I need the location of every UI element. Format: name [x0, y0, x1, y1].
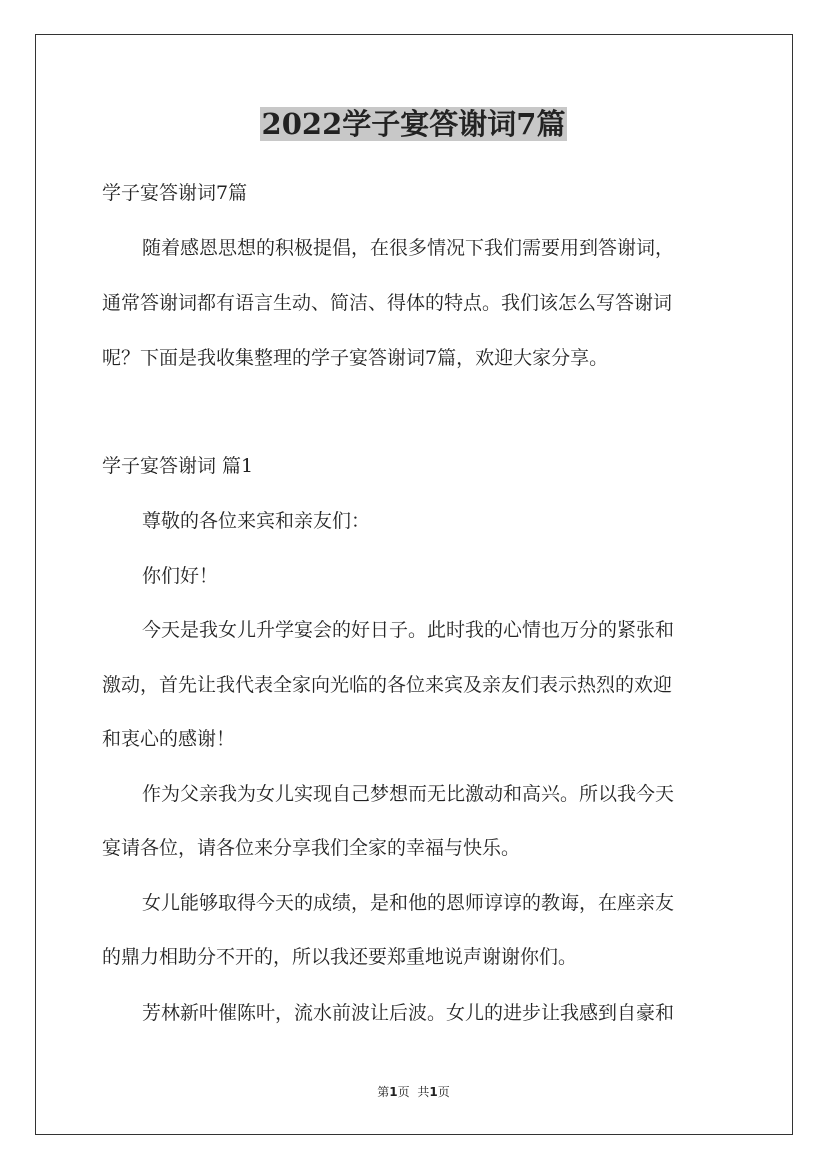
greeting: 你们好！	[142, 565, 219, 587]
intro-paragraph-line: 通常答谢词都有语言生动、简洁、得体的特点。我们该怎么写答谢词	[102, 292, 673, 314]
total-pages: 1	[429, 1085, 438, 1099]
body-paragraph-line: 激动，首先让我代表全家向光临的各位来宾及亲友们表示热烈的欢迎	[102, 674, 673, 696]
page-label-pre: 第	[377, 1085, 390, 1099]
page-label-post: 页	[397, 1085, 410, 1099]
page-number: 1	[389, 1085, 398, 1099]
intro-paragraph-line: 呢？下面是我收集整理的学子宴答谢词7篇，欢迎大家分享。	[102, 347, 609, 369]
page-footer	[0, 1084, 827, 1100]
body-paragraph-line: 和衷心的感谢！	[102, 728, 236, 750]
body-paragraph-line: 今天是我女儿升学宴会的好日子。此时我的心情也万分的紧张和	[142, 619, 675, 641]
total-label-pre: 共	[417, 1085, 430, 1099]
salutation: 尊敬的各位来宾和亲友们：	[142, 510, 371, 532]
body-paragraph-line: 的鼎力相助分不开的，所以我还要郑重地说声谢谢你们。	[102, 946, 578, 968]
body-paragraph-line: 宴请各位，请各位来分享我们全家的幸福与快乐。	[102, 837, 521, 859]
section-heading: 学子宴答谢词 篇1	[102, 455, 254, 477]
total-label-post: 页	[437, 1085, 450, 1099]
section-heading: 学子宴答谢词7篇	[102, 182, 248, 204]
body-paragraph-line: 女儿能够取得今天的成绩，是和他的恩师谆谆的教诲，在座亲友	[142, 892, 675, 914]
body-paragraph-line: 作为父亲我为女儿实现自己梦想而无比激动和高兴。所以我今天	[142, 783, 675, 805]
body-paragraph-line: 芳林新叶催陈叶，流水前波让后波。女儿的进步让我感到自豪和	[142, 1002, 675, 1024]
intro-paragraph-line: 随着感恩思想的积极提倡，在很多情况下我们需要用到答谢词，	[142, 237, 675, 259]
document-title: 2022学子宴答谢词7篇	[261, 107, 566, 141]
